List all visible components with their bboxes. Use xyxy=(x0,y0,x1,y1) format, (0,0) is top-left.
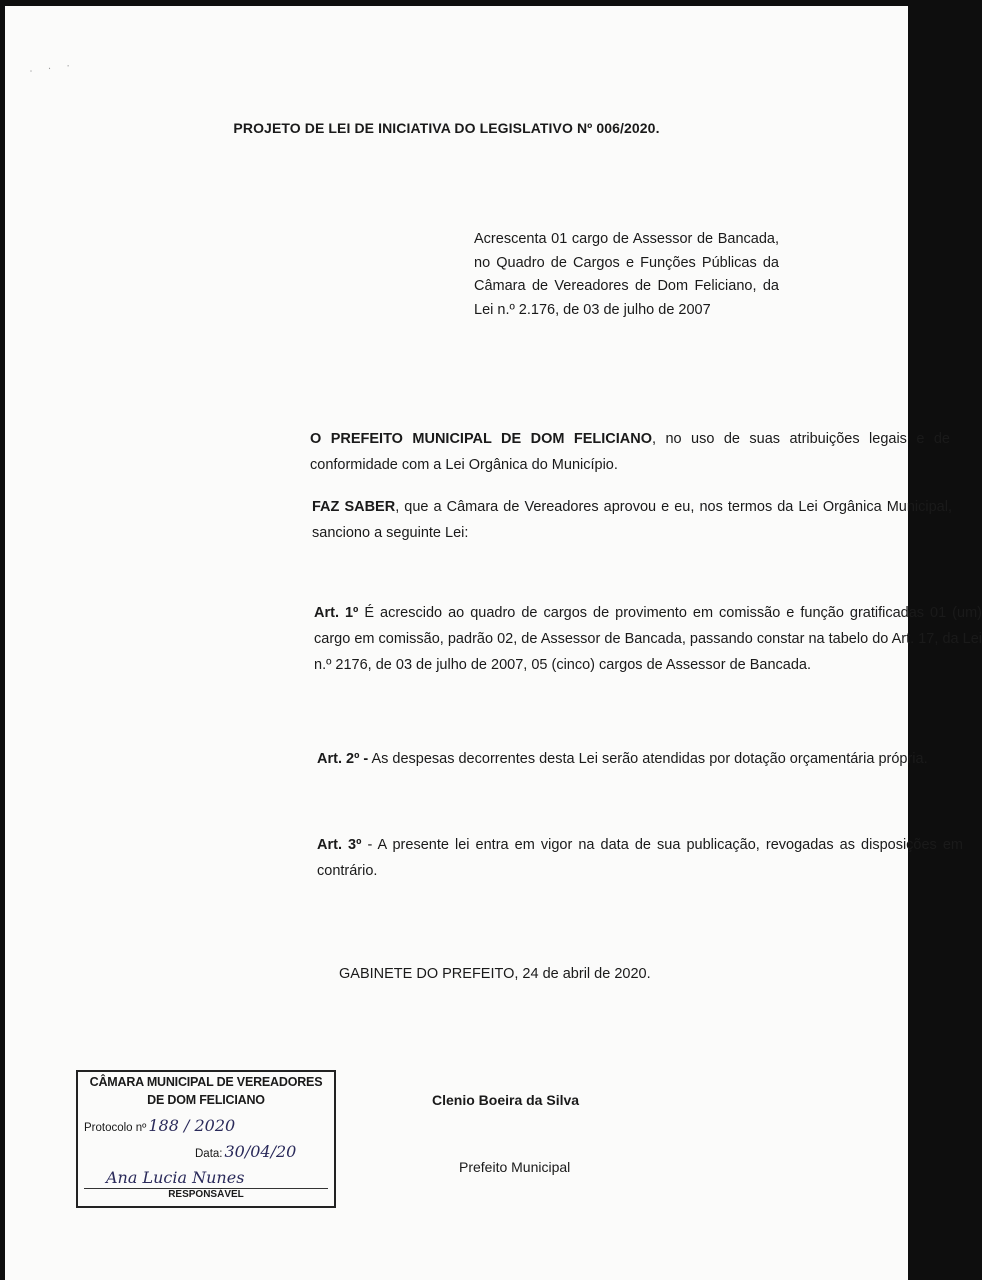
protocol-stamp xyxy=(76,1070,336,1208)
stamp-institution-line1: CÂMARA MUNICIPAL DE VEREADORES xyxy=(89,1075,323,1089)
faz-saber-paragraph xyxy=(135,494,952,546)
preamble-bold: O PREFEITO MUNICIPAL DE DOM FELICIANO xyxy=(310,431,653,447)
signer-role: Prefeito Municipal xyxy=(459,1159,571,1175)
stamp-protocolo-label: Protocolo nº xyxy=(84,1122,147,1134)
article-2 xyxy=(139,746,963,772)
stamp-responsavel-label: RESPONSÁVEL xyxy=(168,1189,244,1200)
stamp-data-value: 30/04/20 xyxy=(224,1142,297,1161)
article-1 xyxy=(138,600,982,678)
article-1-label: Art. 1º xyxy=(314,605,359,621)
document-page xyxy=(5,6,982,1280)
document-title: PROJETO DE LEI DE INICIATIVA DO LEGISLATIVO Nº 006/2020. xyxy=(233,120,660,136)
faz-saber-text: , que a Câmara de Vereadores aprovou e eu, nos termos da Lei Orgânica Municipal, sanciono a seguinte Lei: xyxy=(312,499,952,541)
article-2-label: Art. 2º - xyxy=(317,751,369,767)
faz-saber-bold: FAZ SABER xyxy=(312,499,396,515)
article-2-text: As despesas decorrentes desta Lei serão atendidas por dotação orçamentária própria. xyxy=(368,751,928,767)
stamp-data-row xyxy=(195,1142,296,1161)
preamble-paragraph xyxy=(135,426,950,478)
signer-name: Clenio Boeira da Silva xyxy=(432,1092,580,1108)
signoff-line: GABINETE DO PREFEITO, 24 de abril de 2020. xyxy=(339,966,651,982)
article-3 xyxy=(141,832,963,884)
stamp-data-label: Data: xyxy=(195,1148,223,1160)
article-3-label: Art. 3º xyxy=(317,837,362,853)
stamp-protocolo-value: 188 / 2020 xyxy=(148,1116,236,1135)
preamble-text: , no uso de suas atribuições legais e de conformidade com a Lei Orgânica do Município. xyxy=(310,431,950,473)
article-1-text: É acrescido ao quadro de cargos de provimento em comissão e função gratificadas 01 (um) cargo em comissão, padrão 02, de Assessor de Bancada, passando constar na tabelo do Art. 17, da Lei n.º 2176, de 03 de julho de 2007, 05 (cinco) cargos de Assessor de Bancada. xyxy=(314,605,982,673)
ementa: Acrescenta 01 cargo de Assessor de Bancada, no Quadro de Cargos e Funções Públicas da Câmara de Vereadores de Dom Feliciano, da Lei n.º 2.176, de 03 de julho de 2007 xyxy=(474,231,779,318)
stamp-handwritten-signature: Ana Lucia Nunes xyxy=(106,1168,245,1187)
scan-specks: · · · xyxy=(28,58,77,78)
article-3-text: - A presente lei entra em vigor na data de sua publicação, revogadas as disposições em contrário. xyxy=(317,837,963,879)
stamp-protocolo-row xyxy=(84,1116,235,1135)
stamp-institution-line2: DE DOM FELICIANO xyxy=(147,1093,265,1107)
